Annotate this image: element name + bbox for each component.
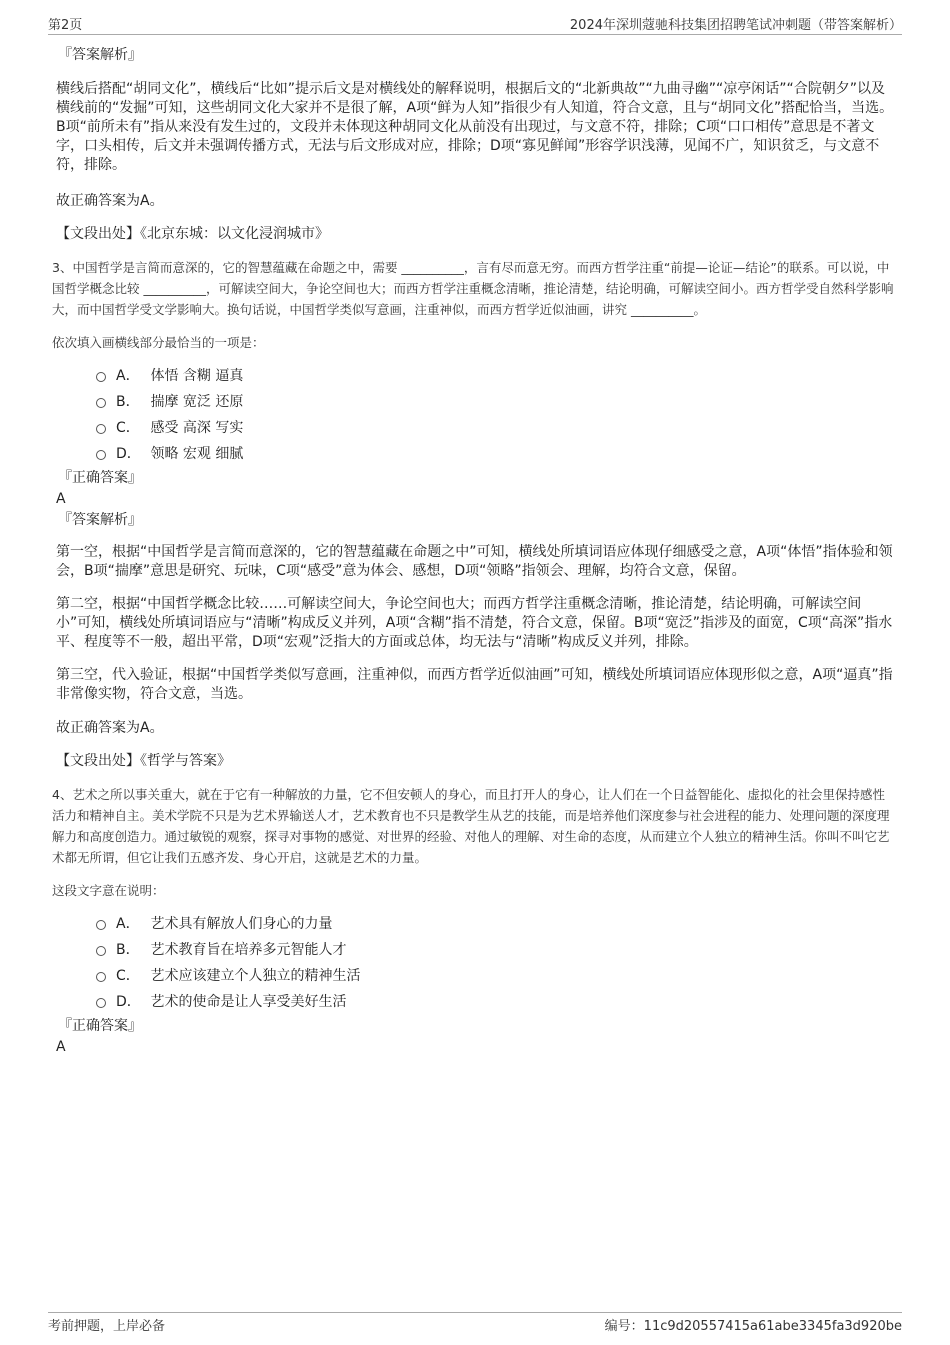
q2-analysis-label: 『答案解析』 xyxy=(58,47,142,63)
q2-source: 【文段出处】《北京东城：以文化浸润城市》 xyxy=(56,226,329,242)
radio-icon[interactable] xyxy=(96,972,106,982)
q3-analysis-label: 『答案解析』 xyxy=(58,512,142,528)
q4-stem: 4、艺术之所以事关重大，就在于它有一种解放的力量，它不但安顿人的身心，而且打开人的身心，让人们在一个日益智能化、虚拟化的社会里保持感性活力和精神自主。美术学院不只是为艺术界输送人才，艺术教育也不只是教学生从艺的技能，而是培养他们深度参与社会进程的能力、处理问题的深度理解力和高度创造力。通过敏锐的观察，探寻对事物的感觉、对世界的经验、对他人的理解、对生命的态度，从而建立个人独立的精神生活。你叫不叫它艺术都无所谓，但它让我们五感齐发、身心开启，这就是艺术的力量。 xyxy=(52,787,890,865)
q3-analysis-3: 第三空，代入验证，根据“中国哲学类似写意画，注重神似，而西方哲学近似油画”可知，横线处所填词语应体现形似之意，A项“逼真”指非常像实物，符合文意，当选。 xyxy=(56,667,893,702)
radio-icon[interactable] xyxy=(96,372,106,382)
q4-options xyxy=(56,911,896,1015)
document-title: 2024年深圳蔻驰科技集团招聘笔试冲刺题（带答案解析） xyxy=(569,18,902,33)
q3-option-d[interactable]: D． 领略 宏观 细腻 xyxy=(56,441,896,467)
q4-correct-label: 『正确答案』 xyxy=(58,1018,142,1034)
page-header xyxy=(48,14,902,35)
q2-conclusion: 故正确答案为A。 xyxy=(56,193,164,209)
footer-slogan: 考前押题，上岸必备 xyxy=(48,1319,166,1334)
radio-icon[interactable] xyxy=(96,398,106,408)
q4-prompt: 这段文字意在说明： xyxy=(52,883,165,898)
q3-correct-answer: A xyxy=(56,491,66,507)
q3-analysis-2: 第二空，根据“中国哲学概念比较……可解读空间大，争论空间也大；而西方哲学注重概念清晰，推论清楚，结论明确，可解读空间小”可知，横线处所填词语应与“清晰”构成反义并列，A项“含糊”指不清楚，符合文意，保留。B项“宽泛”指涉及的面宽，C项“高深”指水平、程度等不一般，超出平常，D项“宏观”泛指大的方面或总体，均无法与“清晰”构成反义并列，排除。 xyxy=(56,596,893,650)
q4-option-b[interactable]: B． 艺术教育旨在培养多元智能人才 xyxy=(56,937,896,963)
q3-conclusion: 故正确答案为A。 xyxy=(56,720,164,736)
q4-option-d[interactable]: D． 艺术的使命是让人享受美好生活 xyxy=(56,989,896,1015)
q4-option-c[interactable]: C． 艺术应该建立个人独立的精神生活 xyxy=(56,963,896,989)
footer-serial: 编号：11c9d20557415a61abe3345fa3d920be xyxy=(604,1319,902,1334)
page-content xyxy=(52,44,896,1057)
q3-correct-label: 『正确答案』 xyxy=(58,470,142,486)
page-number: 第2页 xyxy=(48,18,83,33)
q4-option-a[interactable]: A． 艺术具有解放人们身心的力量 xyxy=(56,911,896,937)
radio-icon[interactable] xyxy=(96,920,106,930)
radio-icon[interactable] xyxy=(96,424,106,434)
page-footer xyxy=(48,1312,902,1335)
radio-icon[interactable] xyxy=(96,450,106,460)
q3-prompt: 依次填入画横线部分最恰当的一项是： xyxy=(52,335,265,350)
q2-analysis-text: 横线后搭配“胡同文化”，横线后“比如”提示后文是对横线处的解释说明，根据后文的“北新典故”“九曲寻幽”“凉亭闲话”“合院朝夕”以及横线前的“发掘”可知，这些胡同文化大家并不是很了解，A项“鲜为人知”指很少有人知道，符合文意，且与“胡同文化”搭配恰当，当选。B项“前所未有”指从来没有发生过的，文段并未体现这种胡同文化从前没有出现过，与文意不符，排除；C项“口口相传”意思是不著文字，口头相传，后文并未强调传播方式，无法与后文形成对应，排除；D项“寡见鲜闻”形容学识浅薄，见闻不广，知识贫乏，与文意不符，排除。 xyxy=(56,81,894,173)
q3-option-b[interactable]: B． 揣摩 宽泛 还原 xyxy=(56,389,896,415)
q3-source: 【文段出处】《哲学与答案》 xyxy=(56,753,231,769)
q3-option-a[interactable]: A． 体悟 含糊 逼真 xyxy=(56,363,896,389)
radio-icon[interactable] xyxy=(96,946,106,956)
q3-analysis-1: 第一空，根据“中国哲学是言简而意深的，它的智慧蕴藏在命题之中”可知，横线处所填词语应体现仔细感受之意，A项“体悟”指体验和领会，B项“揣摩”意思是研究、玩味，C项“感受”意为体会、感想，D项“领略”指领会、理解，均符合文意，保留。 xyxy=(56,544,893,579)
q3-options xyxy=(56,363,896,467)
q3-stem: 3、中国哲学是言简而意深的，它的智慧蕴藏在命题之中，需要 __________，言有尽而意无穷。而西方哲学注重“前提—论证—结论”的联系。可以说，中国哲学概念比较 __________，可解读空间大，争论空间也大；而西方哲学注重概念清晰，推论清楚，结论明确，可解读空间小。西方哲学受自然科学影响大，而中国哲学受文学影响大。换句话说，中国哲学类似写意画，注重神似，而西方哲学近似油画，讲究 __________。 xyxy=(52,260,894,317)
q4-correct-answer: A xyxy=(56,1039,66,1055)
radio-icon[interactable] xyxy=(96,998,106,1008)
q3-option-c[interactable]: C． 感受 高深 写实 xyxy=(56,415,896,441)
